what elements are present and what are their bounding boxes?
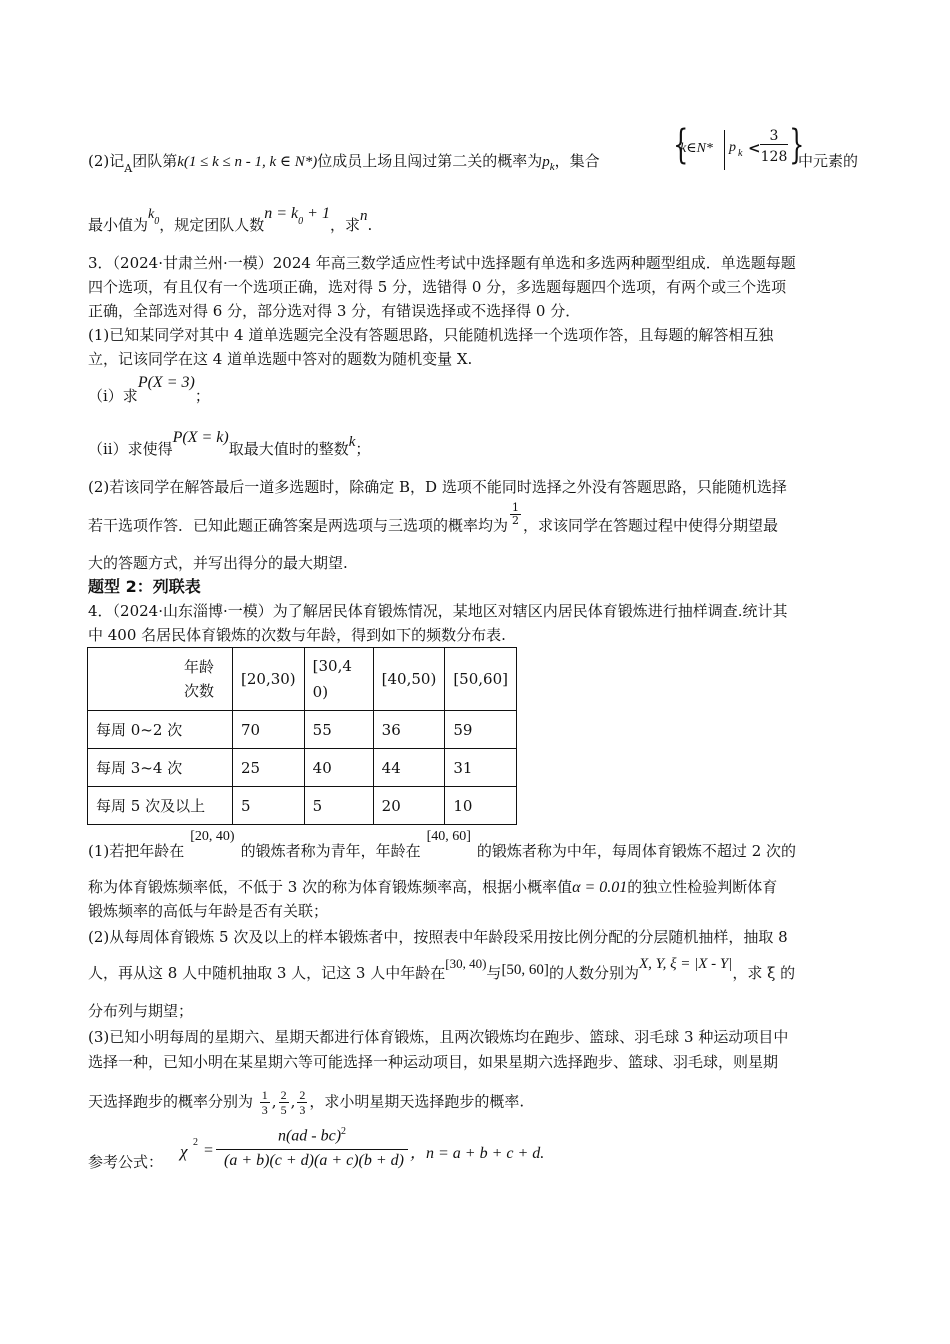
q4-line1: 4．（2024·山东淄博·一模）为了解居民体育锻炼情况，某地区对辖区内居民体育锻炼进行抽样调查.统计其 <box>88 602 788 620</box>
frac-num: 2 <box>299 1088 306 1102</box>
table-cell: 10 <box>445 787 517 825</box>
table-cell: 55 <box>304 711 373 749</box>
set-pk-sub: k <box>738 148 743 159</box>
q4-p3-line3: 天选择跑步的概率分别为 $\frac{1}{3}$ , $\frac{2}{5}$ , $\frac{2}{3}$ ，求小明星期天选择跑步的概率. <box>88 1088 525 1117</box>
fraction-bar <box>216 1149 408 1150</box>
table-cell: 25 <box>233 749 305 787</box>
col-header: [40,50) <box>373 648 445 711</box>
k-symbol: k <box>348 434 356 450</box>
n-eq: n = k <box>264 205 299 222</box>
pk-subscript: k <box>549 161 555 173</box>
interval: [30, 40) <box>445 956 487 971</box>
fraction <box>297 1088 307 1117</box>
q3-p2-line1: (2)若该同学在解答最后一道多选题时，除确定 B，D 选项不能同时选择之外没有答题思路，只能随机选择 <box>88 478 787 496</box>
q3-part-i <box>88 374 210 408</box>
condition-expr: k(1 ≤ k ≤ n - 1, k ∈ N*) <box>177 154 318 170</box>
frac-num: 3 <box>760 128 788 145</box>
text: 若干选项作答．已知此题正确答案是两选项与三选项的概率均为 <box>88 516 509 535</box>
n-eq-sub: 0 <box>298 216 304 227</box>
q3-line2: 四个选项，有且仅有一个选项正确，选对得 5 分，选错得 0 分，多选题每题四个选项，有两个或三个选项 <box>88 278 787 296</box>
table-cell: 59 <box>445 711 517 749</box>
table-cell: 40 <box>304 749 373 787</box>
set-divider <box>724 130 725 170</box>
text: 与 <box>486 964 502 982</box>
text: ，求 <box>329 216 360 234</box>
set-pk: p <box>729 140 736 155</box>
q3-line4: (1)已知某同学对其中 4 道单选题完全没有答题思路，只能随机选择一个选项作答，且每题的解答相互独 <box>88 326 774 344</box>
col-header: [20,30) <box>233 648 305 711</box>
text: ，求小明星期天选择跑步的概率. <box>309 1092 525 1111</box>
left-brace: { <box>673 122 689 168</box>
text: ，集合 <box>554 152 600 170</box>
table-cell: 5 <box>304 787 373 825</box>
text: 人，再从这 8 人中随机抽取 3 人，记这 3 人中年龄在 <box>88 964 446 982</box>
corner-bottom: 次数 <box>183 682 214 700</box>
k0-symbol: k <box>148 207 155 222</box>
table-cell: 31 <box>445 749 517 787</box>
right-brace: } <box>789 122 805 168</box>
pk-symbol: p <box>542 154 550 170</box>
interval: [50, 60] <box>501 962 549 978</box>
q4-line2: 中 400 名居民体育锻炼的次数与年龄，得到如下的频数分布表. <box>88 626 506 644</box>
text: 的人数分别为 <box>548 964 639 982</box>
table-cell: 44 <box>373 749 445 787</box>
text: （i）求 <box>88 387 138 405</box>
table-row <box>88 749 517 787</box>
corner-cell <box>88 648 233 711</box>
table-cell: 5 <box>233 787 305 825</box>
fraction <box>279 1088 289 1117</box>
text: （ii）求使得 <box>88 440 173 458</box>
text: 的锻炼者称为青年，年龄在 <box>240 842 421 860</box>
half-fraction <box>510 502 521 527</box>
q4-p2-line2 <box>88 956 796 985</box>
q4-p1-line3: 锻炼频率的高低与年龄是否有关联； <box>88 902 329 920</box>
text: (2)记 <box>88 152 125 170</box>
q3-line1: 3．（2024·甘肃兰州·一模）2024 年高三数学适应性考试中选择题有单选和多选两种题型组成．单选题每题 <box>88 254 796 272</box>
chi-sup: 2 <box>193 1137 198 1148</box>
row-label: 每周 5 次及以上 <box>88 787 233 825</box>
px3-expr: P(X = 3) <box>137 374 195 391</box>
text: ，规定团队人数 <box>159 216 265 234</box>
text: 称为体育锻炼频率低，不低于 3 次的称为体育锻炼频率高，根据小概率值 <box>88 878 573 896</box>
frac-num: 1 <box>512 501 520 514</box>
q2b-line1 <box>88 150 600 178</box>
text: 位成员上场且闯过第二关的概率为 <box>317 152 543 170</box>
formula-tail: ，n = a + b + c + d. <box>410 1145 545 1162</box>
q3-line5: 立，记该同学在这 4 道单选题中答对的题数为随机变量 X. <box>88 350 473 368</box>
table-row <box>88 787 517 825</box>
row-label: 每周 0~2 次 <box>88 711 233 749</box>
text: 的独立性检验判断体育 <box>627 878 778 896</box>
frac-den: 3 <box>299 1103 306 1117</box>
section-heading: 题型 2：列联表 <box>88 577 201 596</box>
frac-den: 2 <box>512 514 520 527</box>
numerator: n(ad - bc) <box>277 1127 342 1145</box>
q4-p3-line2: 选择一种，已知小明在某星期六等可能选择一种运动项目，如果星期六选择跑步、篮球、羽毛球，则星期 <box>88 1053 779 1071</box>
team-label: A <box>124 162 133 175</box>
frac-num: 1 <box>261 1088 268 1102</box>
q3-part-ii <box>88 429 371 461</box>
q4-p2-line3: 分布列与期望； <box>88 1002 194 1020</box>
ref-label: 参考公式： <box>88 1153 164 1171</box>
table-row <box>88 711 517 749</box>
text: 取最大值时的整数 <box>228 440 349 458</box>
interval: [40, 60] <box>426 829 471 844</box>
text: ，求该同学在答题过程中使得分期望最 <box>523 516 779 535</box>
n-symbol: n <box>359 208 368 224</box>
set-expression <box>668 122 805 174</box>
frac-den: 5 <box>280 1103 287 1117</box>
equals: = <box>204 1142 214 1159</box>
k0-sub: 0 <box>154 216 160 227</box>
formula-numerator <box>216 1126 408 1145</box>
alpha-expr: α = 0.01 <box>572 879 628 896</box>
text: ； <box>355 440 371 458</box>
text: 最小值为 <box>88 216 149 234</box>
text: ； <box>194 387 210 405</box>
row-label: 每周 3~4 次 <box>88 749 233 787</box>
q2b-line2 <box>88 205 373 243</box>
text: . <box>367 216 373 234</box>
text: 中元素的 <box>798 152 859 170</box>
q3-line3: 正确，全部选对得 6 分，部分选对得 3 分，有错误选择或不选择得 0 分． <box>88 302 581 320</box>
denominator: (a + b)(c + d)(a + c)(b + d) <box>223 1152 404 1169</box>
table-cell: 36 <box>373 711 445 749</box>
table-cell: 20 <box>373 787 445 825</box>
q4-p2-line1: (2)从每周体育锻炼 5 次及以上的样本锻炼者中，按照表中年龄段采用按比例分配的分层随机抽样，抽取 8 <box>88 928 788 946</box>
vars-expr: X, Y, ξ = |X - Y| <box>638 956 733 972</box>
set-domain: k∈N* <box>680 141 713 156</box>
interval: [20, 40) <box>190 829 235 844</box>
frac-den: 128 <box>760 149 788 165</box>
text: 团队第 <box>132 152 178 170</box>
q4-p1-line1 <box>88 829 797 864</box>
chi-symbol: χ <box>180 1142 188 1161</box>
q4-p1-line2 <box>88 876 777 899</box>
fraction <box>260 1088 270 1117</box>
q4-p3-line1: (3)已知小明每周的星期六、星期天都进行体育锻炼，且两次锻炼均在跑步、篮球、羽毛球 3 种运动项目中 <box>88 1028 789 1046</box>
frequency-table <box>87 647 517 825</box>
text: 天选择跑步的概率分别为 <box>88 1092 254 1111</box>
q3-p2-line2 <box>88 501 779 539</box>
pxk-expr: P(X = k) <box>172 429 229 446</box>
col-header: [50,60] <box>445 648 517 711</box>
frac-den: 3 <box>261 1103 268 1117</box>
col-header: [30,40) <box>304 648 373 711</box>
corner-top: 年龄 <box>183 658 214 676</box>
text: (1)若把年龄在 <box>88 842 185 860</box>
text: ，求 ξ 的 <box>732 964 796 982</box>
n-eq-tail: + 1 <box>303 205 330 222</box>
frac-num: 2 <box>280 1088 287 1102</box>
text: 的锻炼者称为中年，每周体育锻炼不超过 2 次的 <box>476 842 797 860</box>
less-than: < <box>748 139 761 157</box>
table-header-row <box>88 648 517 711</box>
num-sup: 2 <box>341 1126 347 1137</box>
q3-p2-line3: 大的答题方式，并写出得分的最大期望. <box>88 554 348 572</box>
table-cell: 70 <box>233 711 305 749</box>
